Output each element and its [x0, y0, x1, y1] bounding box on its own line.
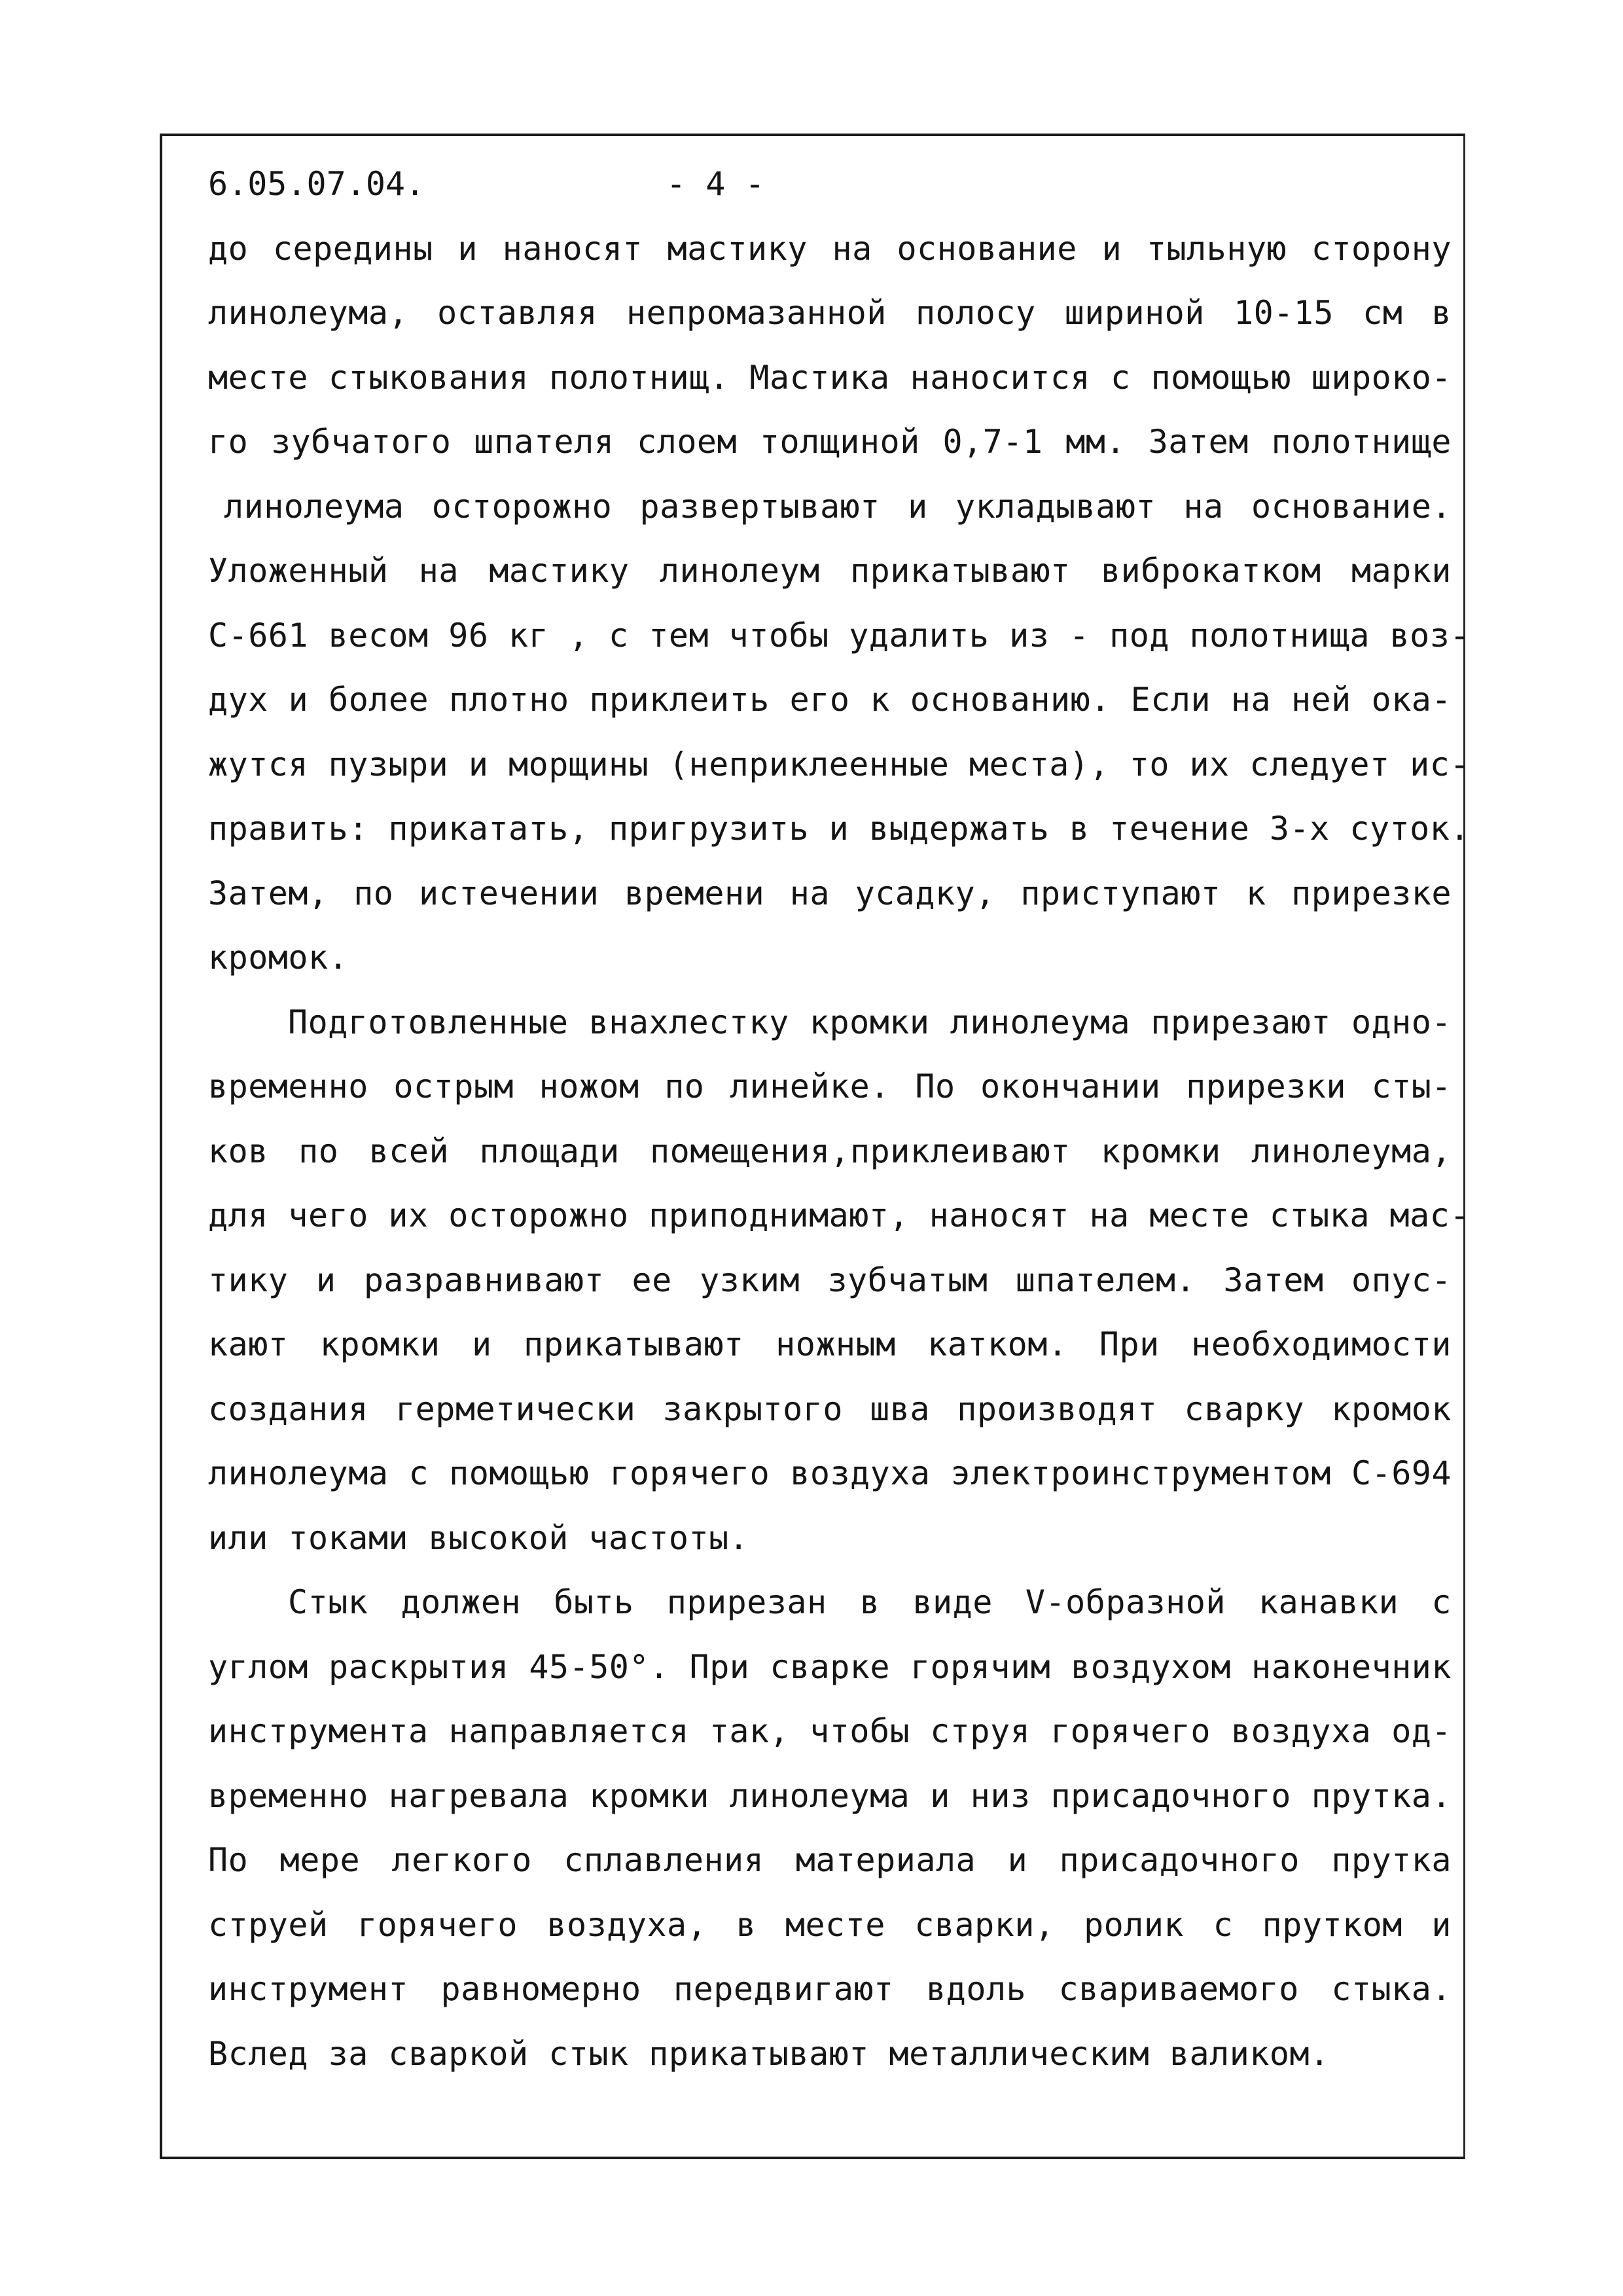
text-line: линолеума, оставляя непромазанной полосу шириной 10-15 см в [208, 294, 1452, 332]
text-line: временно острым ножом по линейке. По окончании прирезки сты- [208, 1067, 1452, 1105]
text-line: инструмента направляется так, чтобы струя горячего воздуха од- [208, 1712, 1452, 1750]
text-line: править: прикатать, пригрузить и выдержать в течение 3-х суток. [208, 810, 1470, 848]
text-line: Уложенный на мастику линолеум прикатывают виброкатком марки [208, 552, 1452, 590]
text-line: кромок. [208, 939, 349, 977]
text-line: Затем, по истечении времени на усадку, приступают к прирезке [208, 874, 1452, 912]
paragraph-2 [208, 990, 1470, 1571]
page-number: - 4 - [666, 165, 765, 203]
page-header [208, 152, 1452, 217]
text-line: месте стыкования полотнищ. Мастика наносится с помощью широко- [208, 358, 1452, 397]
text-line: кают кромки и прикатывают ножным катком. При необходимости [208, 1325, 1452, 1363]
text-line: углом раскрытия 45-50°. При сварке горячим воздухом наконечник [208, 1647, 1452, 1686]
document-code: 6.05.07.04. [208, 165, 425, 203]
text-line: струей горячего воздуха, в месте сварки, ролик с прутком и [208, 1905, 1452, 1944]
text-line: для чего их осторожно приподнимают, наносят на месте стыка мас- [208, 1196, 1470, 1234]
text-line: ков по всей площади помещения,приклеивают кромки линолеума, [208, 1132, 1452, 1170]
text-line: линолеума с помощью горячего воздуха электроинструментом С-694 [208, 1454, 1452, 1492]
text-line: Стык должен быть прирезан в виде V-образной канавки с [288, 1583, 1452, 1621]
text-line: создания герметически закрытого шва производят сварку кромок [208, 1390, 1452, 1428]
text-line: временно нагревала кромки линолеума и низ присадочного прутка. [208, 1776, 1452, 1815]
paragraph-3 [208, 1570, 1452, 2086]
text-line: жутся пузыри и морщины (неприклеенные места), то их следует ис- [208, 745, 1470, 783]
text-line: Вслед за сваркой стык прикатывают металлическим валиком. [208, 2034, 1330, 2073]
text-line: инструмент равномерно передвигают вдоль свариваемого стыка. [208, 1970, 1452, 2008]
text-line: тику и разравнивают ее узким зубчатым шпателем. Затем опус- [208, 1261, 1452, 1299]
text-line: линолеума осторожно развертывают и укладывают на основание. [224, 487, 1452, 526]
text-line: или токами высокой частоты. [208, 1518, 749, 1557]
paragraph-1 [208, 217, 1470, 990]
text-line: По мере легкого сплавления материала и присадочного прутка [208, 1841, 1452, 1879]
text-line: до середины и наносят мастику на основание и тыльную сторону [208, 229, 1452, 268]
text-line: Подготовленные внахлестку кромки линолеума прирезают одно- [288, 1003, 1452, 1041]
text-line: С-661 весом 96 кг , с тем чтобы удалить из - под полотнища воз- [208, 616, 1470, 655]
text-line: дух и более плотно приклеить его к основанию. Если на ней ока- [208, 681, 1452, 719]
text-line: го зубчатого шпателя слоем толщиной 0,7-1 мм. Затем полотнище [208, 423, 1452, 461]
document-body [208, 152, 1470, 2086]
